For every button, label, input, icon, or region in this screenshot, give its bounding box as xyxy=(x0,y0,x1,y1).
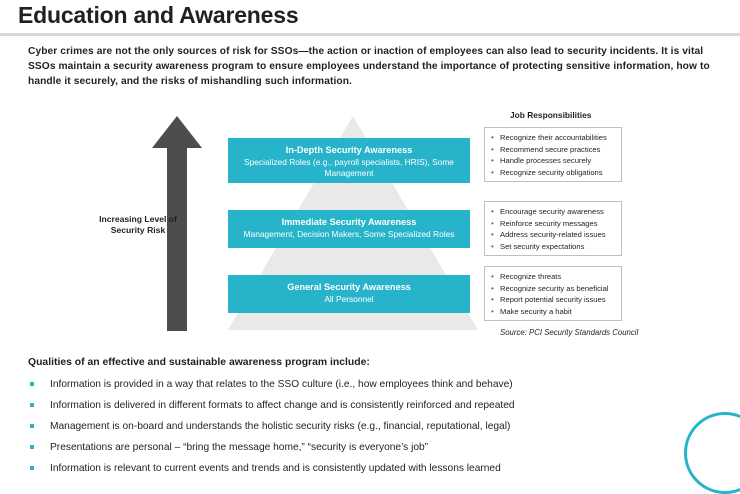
title-divider xyxy=(0,33,740,36)
responsibility-item: • Report potential security issues xyxy=(491,294,615,306)
list-item-text: Presentations are personal – “bring the message home,” “security is everyone’s job” xyxy=(50,442,429,453)
responsibility-item: • Set security expectations xyxy=(491,241,615,253)
tier-subtitle: All Personnel xyxy=(324,294,374,304)
bullet-square-icon xyxy=(30,424,34,428)
tier-title: Immediate Security Awareness xyxy=(281,217,417,227)
list-item-text: Information is relevant to current events and trends and is consistently updated with lessons learned xyxy=(50,463,501,474)
responsibility-item: • Recommend secure practices xyxy=(491,144,615,156)
list-item-text: Management is on-board and understands the holistic security risks (e.g., financial, reputational, legal) xyxy=(50,421,511,432)
responsibility-item: • Encourage security awareness xyxy=(491,206,615,218)
bullet-square-icon xyxy=(30,466,34,470)
responsibility-item: • Recognize their accountabilities xyxy=(491,132,615,144)
list-item xyxy=(28,437,718,458)
arrow-shaft-shape xyxy=(167,148,187,331)
bullet-square-icon xyxy=(30,445,34,449)
tier-box-in-depth xyxy=(228,138,470,183)
job-responsibilities-heading: Job Responsibilities xyxy=(510,110,592,120)
tier-box-general xyxy=(228,275,470,313)
list-item-text: Information is delivered in different formats to affect change and is consistently reinforced and repeated xyxy=(50,400,515,411)
list-item xyxy=(28,395,718,416)
risk-arrow-caption: Increasing Level of Security Risk xyxy=(99,214,177,235)
awareness-pyramid-diagram xyxy=(0,104,740,344)
intro-paragraph: Cyber crimes are not the only sources of risk for SSOs—the action or inaction of employees can also lead to security incidents. It is vital SSOs maintain a security awareness program to ensure employees understand the importance of protecting sensitive information, how to handle it securely, and the risks of mishandling such information. xyxy=(28,46,710,87)
qualities-list xyxy=(28,374,718,479)
tier-title: In-Depth Security Awareness xyxy=(285,145,413,155)
tier-subtitle: Management, Decision Makers, Some Specialized Roles xyxy=(243,229,455,239)
responsibility-item: • Make security a habit xyxy=(491,306,615,318)
tier-title: General Security Awareness xyxy=(287,282,411,292)
tier-subtitle: Specialized Roles (e.g., payroll specialists, HRIS), Some Management xyxy=(244,157,454,178)
arrow-head-shape xyxy=(152,116,202,148)
responsibilities-box-in-depth xyxy=(484,127,622,182)
list-item xyxy=(28,374,718,395)
bullet-square-icon xyxy=(30,382,34,386)
source-citation: Source: PCI Security Standards Council xyxy=(500,328,639,337)
responsibilities-box-general xyxy=(484,266,622,321)
responsibility-item: • Recognize threats xyxy=(491,271,615,283)
responsibility-item: • Reinforce security messages xyxy=(491,218,615,230)
tier-box-immediate xyxy=(228,210,470,248)
list-item xyxy=(28,458,718,479)
list-item-text: Information is provided in a way that relates to the SSO culture (i.e., how employees think and behave) xyxy=(50,379,513,390)
responsibility-item: • Address security-related issues xyxy=(491,229,615,241)
bullet-square-icon xyxy=(30,403,34,407)
responsibility-item: • Handle processes securely xyxy=(491,155,615,167)
qualities-heading: Qualities of an effective and sustainable awareness program include: xyxy=(28,357,370,368)
responsibility-item: • Recognize security as beneficial xyxy=(491,283,615,295)
list-item xyxy=(28,416,718,437)
page-title: Education and Awareness xyxy=(18,2,299,28)
responsibility-item: • Recognize security obligations xyxy=(491,167,615,179)
responsibilities-box-immediate xyxy=(484,201,622,256)
